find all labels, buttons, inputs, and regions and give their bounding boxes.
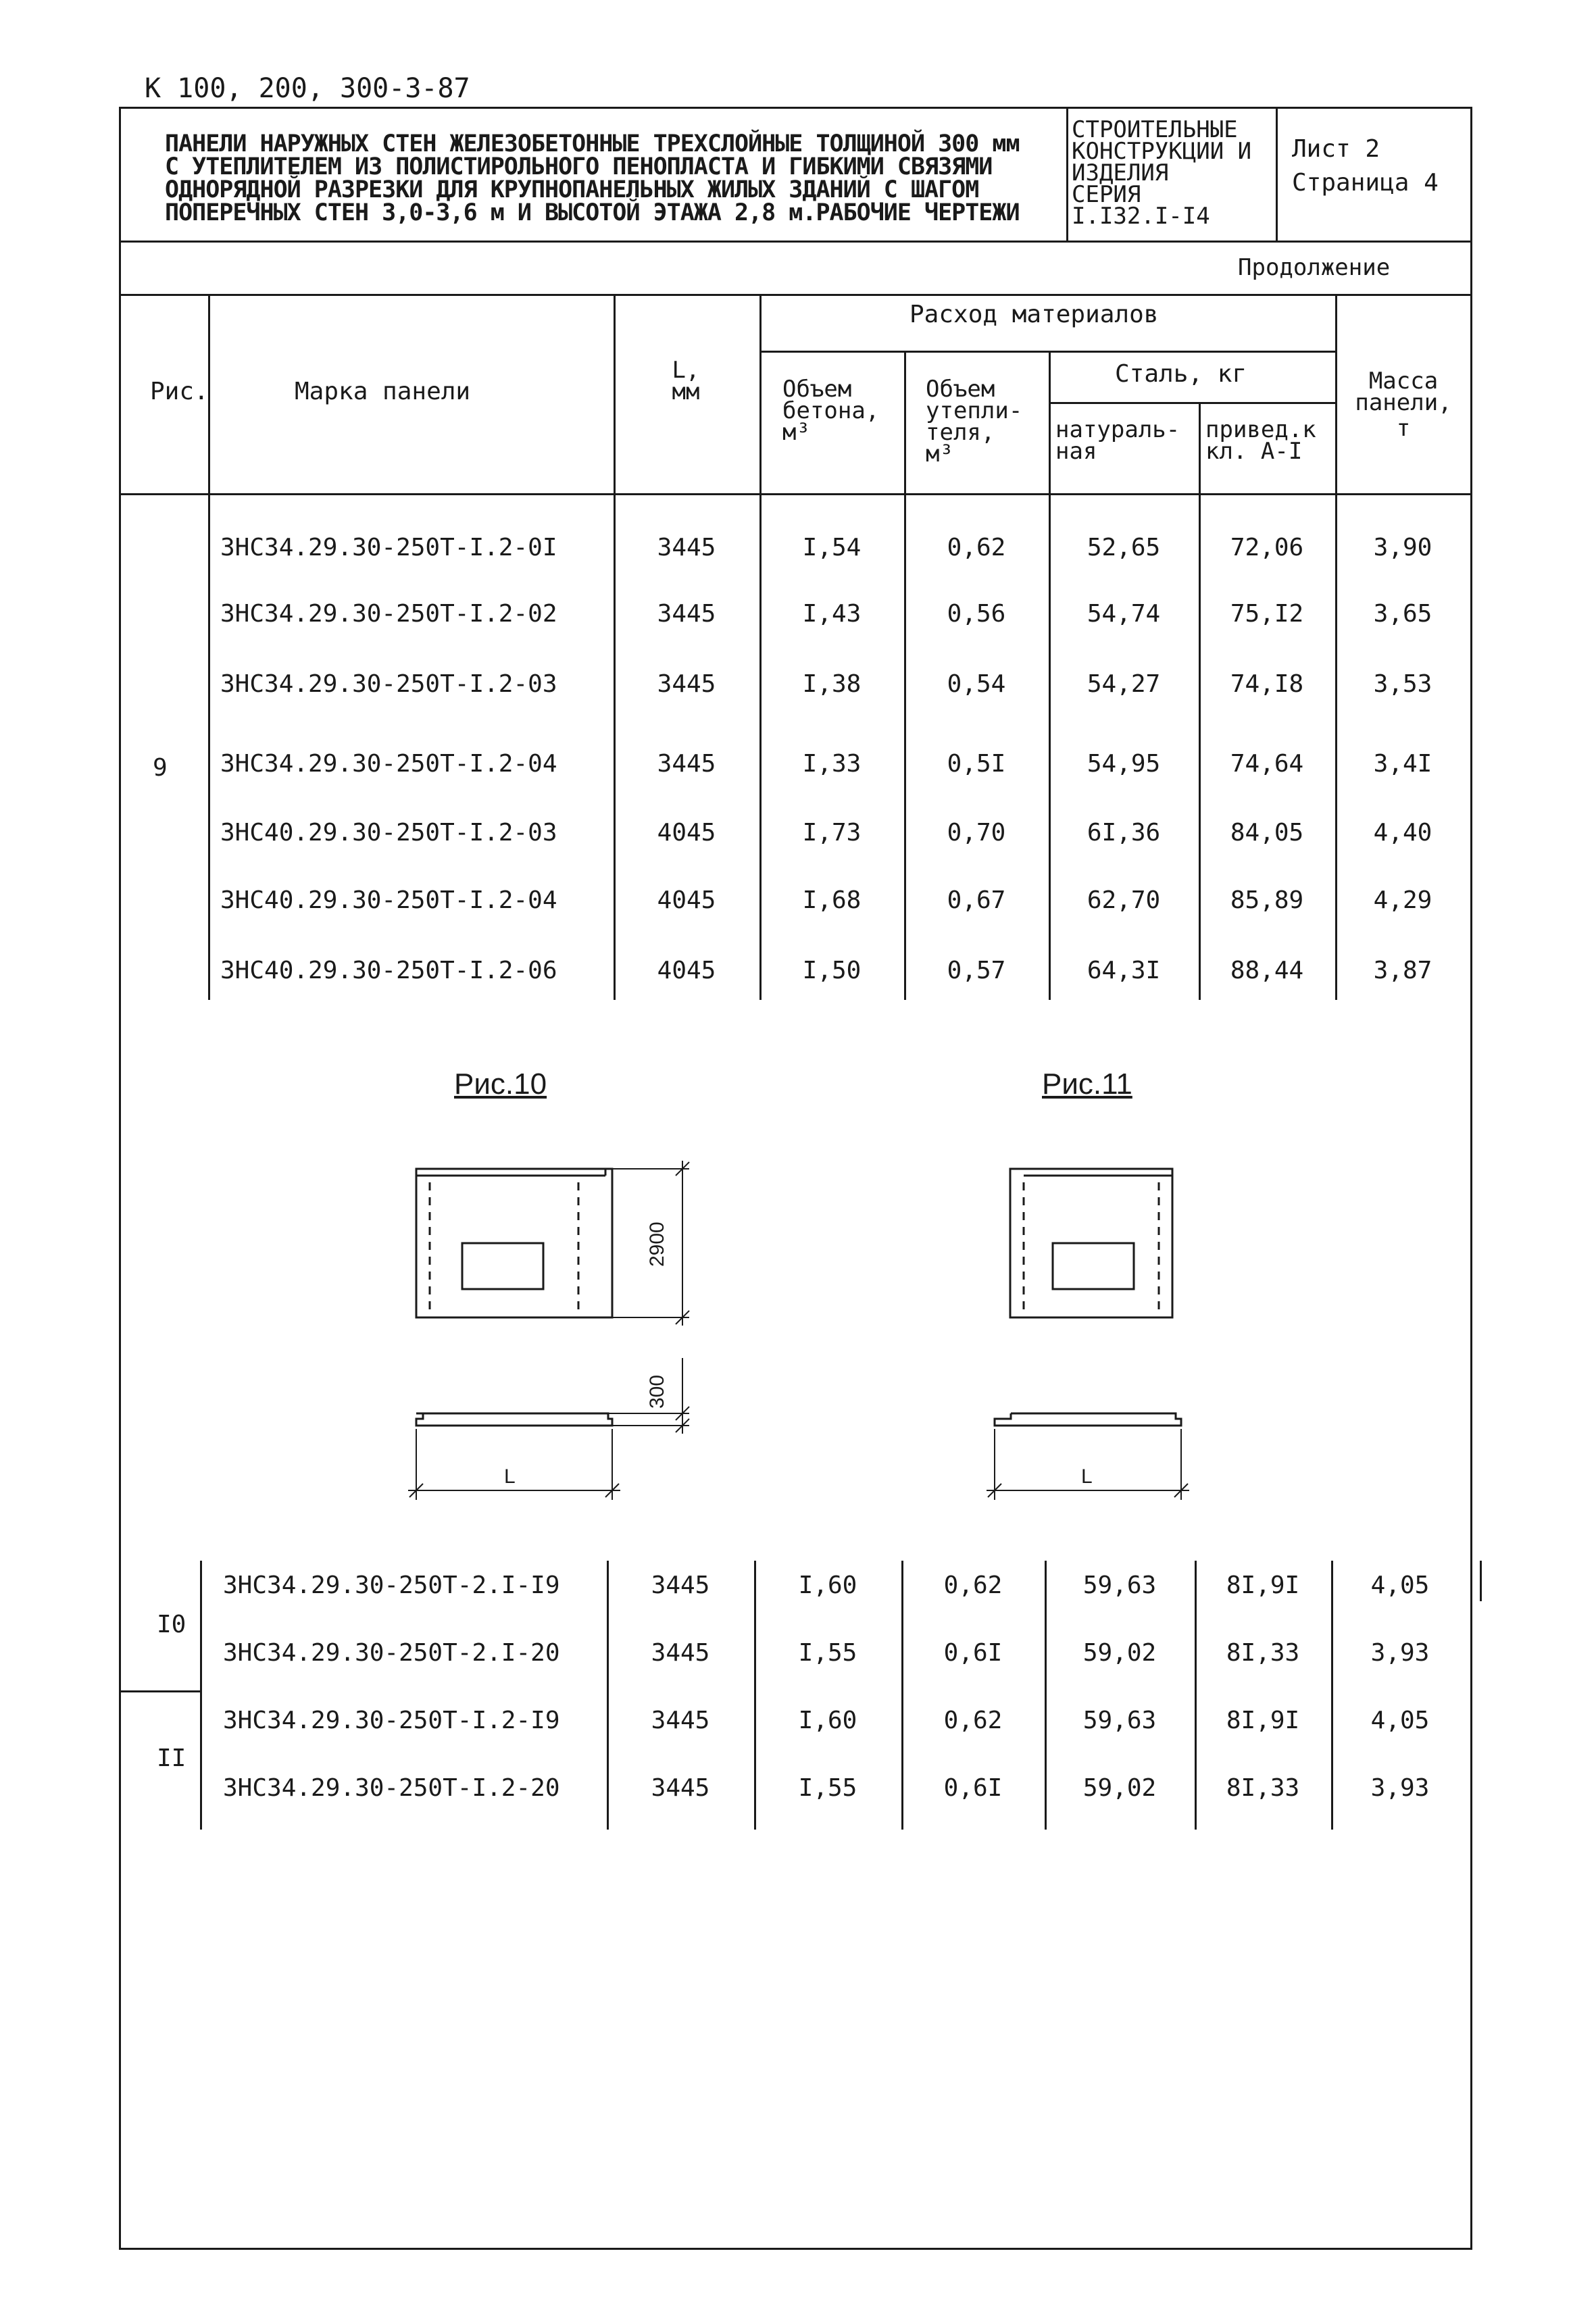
fig-number-10: I0: [157, 1611, 186, 1638]
col-insul-l2: утепли-: [926, 397, 1023, 424]
col-concrete-l1: Объем: [782, 376, 852, 403]
cell-mass: 4,05: [1370, 1707, 1430, 1734]
cell-concrete: I,55: [798, 1774, 857, 1802]
cell-insulation: 0,62: [943, 1707, 1003, 1734]
cell-steel-natural: 59,63: [1082, 1571, 1157, 1599]
cell-length: 3445: [657, 670, 716, 698]
table-row: [0, 534, 1596, 568]
cell-steel-reduced: 8I,33: [1226, 1639, 1300, 1667]
series-block: [1072, 116, 1252, 230]
group-materials: Расход материалов: [909, 301, 1159, 328]
thickness-dimension: 300: [646, 1374, 668, 1409]
cell-steel-reduced: 85,89: [1230, 886, 1304, 914]
col-concrete: [782, 376, 880, 446]
continuation-label: Продолжение: [1238, 254, 1391, 281]
document-title: [165, 132, 1020, 224]
cell-concrete: I,73: [802, 819, 862, 847]
cell-mass: 3,65: [1373, 600, 1432, 628]
table-row: [0, 600, 1596, 634]
cell-mark: 3НС34.29.30-250Т-I.2-03: [220, 670, 557, 698]
cell-mass: 3,4I: [1373, 750, 1432, 778]
col-length-l: L,: [672, 357, 700, 384]
cell-concrete: I,68: [802, 886, 862, 914]
cell-mark: 3НС40.29.30-250Т-I.2-06: [220, 957, 557, 984]
page-number: Страница 4: [1292, 169, 1439, 197]
col-mass-l2: панели,: [1355, 389, 1452, 416]
table-row: [0, 819, 1596, 853]
cell-steel-natural: 59,63: [1082, 1707, 1157, 1734]
cell-mass: 4,05: [1370, 1571, 1430, 1599]
cell-concrete: I,60: [798, 1571, 857, 1599]
fig-number-9: 9: [153, 754, 168, 782]
col-mass-l3: т: [1396, 415, 1411, 442]
table-row: [0, 1639, 1596, 1673]
series-line: СЕРИЯ: [1072, 181, 1141, 208]
cell-steel-reduced: 74,64: [1230, 750, 1304, 778]
cell-steel-reduced: 72,06: [1230, 534, 1304, 561]
cell-concrete: I,60: [798, 1707, 857, 1734]
cell-insulation: 0,70: [947, 819, 1006, 847]
cell-concrete: I,50: [802, 957, 862, 984]
cell-mark: 3НС40.29.30-250Т-I.2-03: [220, 819, 557, 847]
cell-concrete: I,55: [798, 1639, 857, 1667]
col-mass: [1338, 368, 1469, 442]
table-row: [0, 886, 1596, 920]
col-steel-natural: [1055, 416, 1180, 465]
cell-concrete: I,54: [802, 534, 862, 561]
col-insul-l3: теля,: [926, 419, 995, 446]
col-fig: Рис.: [150, 378, 209, 405]
height-dimension: 2900: [646, 1222, 668, 1267]
cell-steel-reduced: 8I,33: [1226, 1774, 1300, 1802]
cell-insulation: 0,57: [947, 957, 1006, 984]
cell-mass: 3,53: [1373, 670, 1432, 698]
cell-mark: 3НС34.29.30-250Т-I.2-I9: [223, 1707, 560, 1734]
cell-concrete: I,43: [802, 600, 862, 628]
cell-steel-reduced: 8I,9I: [1226, 1707, 1300, 1734]
group-steel: Сталь, кг: [1115, 360, 1247, 388]
cell-steel-natural: 54,27: [1087, 670, 1161, 698]
cell-steel-natural: 54,95: [1087, 750, 1161, 778]
document-code: К 100, 200, 300-3-87: [145, 73, 470, 104]
cell-insulation: 0,67: [947, 886, 1006, 914]
table-row: [0, 1774, 1596, 1808]
cell-insulation: 0,6I: [943, 1639, 1003, 1667]
cell-insulation: 0,54: [947, 670, 1006, 698]
title-line: ПАНЕЛИ НАРУЖНЫХ СТЕН ЖЕЛЕЗОБЕТОННЫЕ ТРЕХСЛОЙНЫЕ ТОЛЩИНОЙ 300 мм: [165, 130, 1020, 157]
table-row: [0, 1707, 1596, 1740]
cell-length: 3445: [651, 1774, 710, 1802]
series-line: СТРОИТЕЛЬНЫЕ: [1072, 116, 1238, 143]
col-concrete-l2: бетона,: [782, 397, 880, 424]
col-insul-l1: Объем: [926, 376, 995, 403]
cell-concrete: I,38: [802, 670, 862, 698]
cell-length: 4045: [657, 957, 716, 984]
cell-insulation: 0,62: [947, 534, 1006, 561]
cell-mass: 3,90: [1373, 534, 1432, 561]
cell-mass: 4,40: [1373, 819, 1432, 847]
cell-steel-natural: 64,3I: [1087, 957, 1161, 984]
cell-concrete: I,33: [802, 750, 862, 778]
col-steel-nat-l1: натураль-: [1055, 416, 1180, 443]
cell-mark: 3НС34.29.30-250Т-2.I-20: [223, 1639, 560, 1667]
cell-mass: 3,87: [1373, 957, 1432, 984]
col-length: [642, 359, 730, 403]
cell-steel-natural: 52,65: [1087, 534, 1161, 561]
title-line: ПОПЕРЕЧНЫХ СТЕН 3,0-3,6 м И ВЫСОТОЙ ЭТАЖА 2,8 м.РАБОЧИЕ ЧЕРТЕЖИ: [165, 199, 1020, 226]
table-row: [0, 957, 1596, 990]
series-line: ИЗДЕЛИЯ: [1072, 159, 1169, 186]
cell-insulation: 0,62: [943, 1571, 1003, 1599]
col-steel-reduced: [1205, 416, 1316, 465]
table-row: [0, 670, 1596, 704]
cell-insulation: 0,5I: [947, 750, 1006, 778]
cell-steel-reduced: 84,05: [1230, 819, 1304, 847]
col-steel-nat-l2: ная: [1055, 438, 1097, 465]
cell-mark: 3НС34.29.30-250Т-I.2-02: [220, 600, 557, 628]
col-insul-l4: м³: [926, 441, 953, 468]
cell-length: 4045: [657, 819, 716, 847]
col-steel-red-l2: кл. А-I: [1205, 438, 1303, 465]
cell-length: 3445: [651, 1707, 710, 1734]
sheet-number: Лист 2: [1292, 135, 1380, 163]
cell-steel-natural: 54,74: [1087, 600, 1161, 628]
title-line: С УТЕПЛИТЕЛЕМ ИЗ ПОЛИСТИРОЛЬНОГО ПЕНОПЛАСТА И ГИБКИМИ СВЯЗЯМИ: [165, 153, 993, 180]
cell-steel-natural: 62,70: [1087, 886, 1161, 914]
col-length-unit: мм: [672, 378, 700, 405]
col-concrete-l3: м³: [782, 419, 810, 446]
cell-steel-natural: 59,02: [1082, 1774, 1157, 1802]
cell-steel-natural: 6I,36: [1087, 819, 1161, 847]
series-line: I.I32.I-I4: [1072, 203, 1210, 230]
col-mark: Марка панели: [295, 378, 471, 405]
cell-mass: 3,93: [1370, 1774, 1430, 1802]
fig-number-11: II: [157, 1744, 186, 1772]
fig11-elevation: [1010, 1169, 1172, 1317]
cell-length: 3445: [651, 1571, 710, 1599]
col-insulation: [926, 376, 1023, 468]
cell-mark: 3НС40.29.30-250Т-I.2-04: [220, 886, 557, 914]
table-row: [0, 750, 1596, 784]
cell-mark: 3НС34.29.30-250Т-I.2-20: [223, 1774, 560, 1802]
cell-length: 3445: [657, 750, 716, 778]
cell-steel-reduced: 75,I2: [1230, 600, 1304, 628]
cell-length: 4045: [657, 886, 716, 914]
panel-drawings: [378, 1142, 1230, 1520]
cell-steel-reduced: 74,I8: [1230, 670, 1304, 698]
cell-mass: 4,29: [1373, 886, 1432, 914]
fig10-title: Рис.10: [454, 1067, 547, 1101]
fig11-length-dimension: L: [1081, 1465, 1093, 1488]
cell-mark: 3НС34.29.30-250Т-I.2-0I: [220, 534, 557, 561]
table-row: [0, 1571, 1596, 1605]
cell-mark: 3НС34.29.30-250Т-2.I-I9: [223, 1571, 560, 1599]
fig10-length-dimension: L: [504, 1465, 516, 1488]
col-mass-l1: Масса: [1368, 368, 1439, 395]
cell-steel-reduced: 8I,9I: [1226, 1571, 1300, 1599]
cell-steel-natural: 59,02: [1082, 1639, 1157, 1667]
cell-length: 3445: [657, 600, 716, 628]
cell-mark: 3НС34.29.30-250Т-I.2-04: [220, 750, 557, 778]
cell-steel-reduced: 88,44: [1230, 957, 1304, 984]
series-line: КОНСТРУКЦИИ И: [1072, 138, 1252, 165]
fig11-title: Рис.11: [1042, 1067, 1132, 1101]
cell-length: 3445: [657, 534, 716, 561]
cell-mass: 3,93: [1370, 1639, 1430, 1667]
cell-length: 3445: [651, 1639, 710, 1667]
title-line: ОДНОРЯДНОЙ РАЗРЕЗКИ ДЛЯ КРУПНОПАНЕЛЬНЫХ ЖИЛЫХ ЗДАНИЙ С ШАГОМ: [165, 176, 979, 203]
cell-insulation: 0,6I: [943, 1774, 1003, 1802]
col-steel-red-l1: привед.к: [1205, 416, 1316, 443]
cell-insulation: 0,56: [947, 600, 1006, 628]
sheet-info: [1292, 132, 1439, 200]
